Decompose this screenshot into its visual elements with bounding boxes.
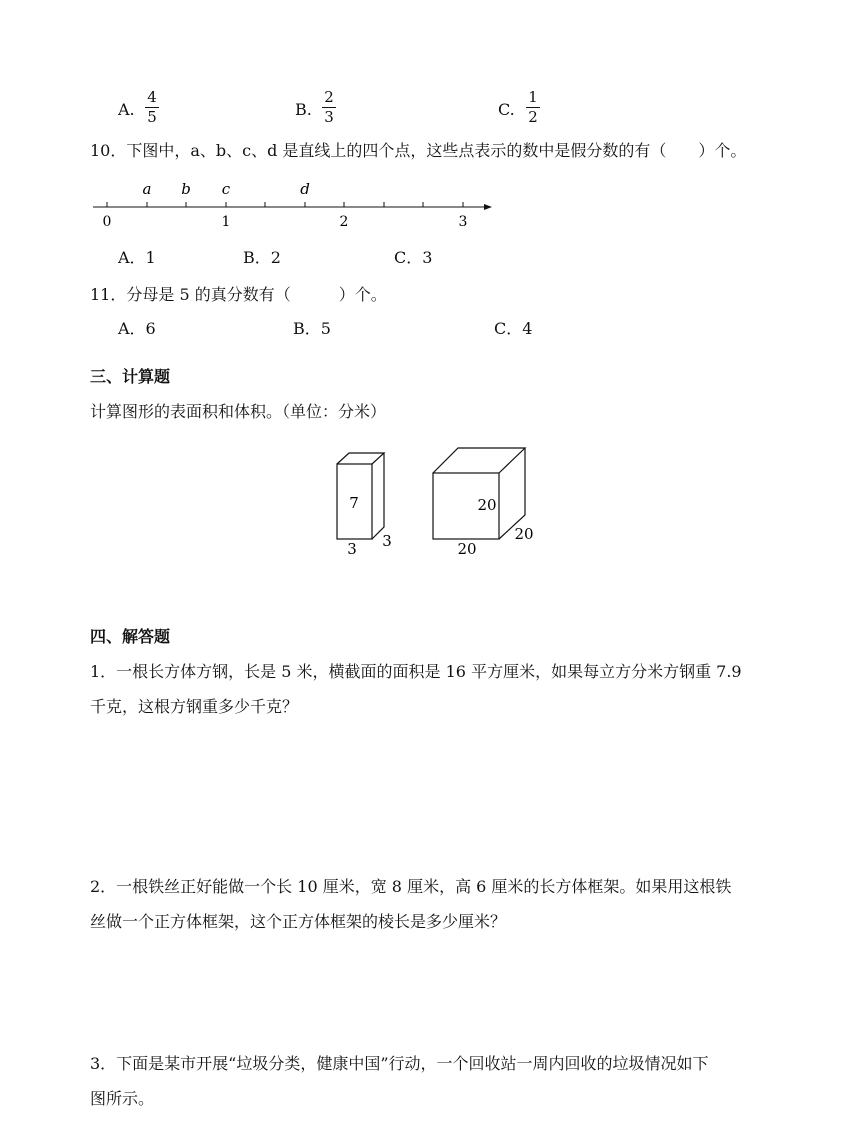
fraction-denominator: 3 bbox=[324, 108, 334, 126]
arrow-head-icon bbox=[484, 204, 492, 210]
section3-instruction: 计算图形的表面积和体积。（单位：分米） bbox=[90, 402, 387, 421]
q11-option-c: C．4 bbox=[494, 319, 533, 338]
fraction-numerator: 1 bbox=[528, 88, 538, 106]
number-line-axis bbox=[93, 204, 492, 210]
problem3-line2: 图所示。 bbox=[90, 1089, 155, 1108]
problem2-line1: 2．一根铁丝正好能做一个长 10 厘米，宽 8 厘米，高 6 厘米的长方体框架。如果用这根铁 bbox=[90, 877, 732, 896]
cuboid-shape bbox=[337, 453, 384, 539]
problem1-line1: 1．一根长方体方钢，长是 5 米，横截面的面积是 16 平方厘米，如果每立方分米方钢重 7.9 bbox=[90, 662, 742, 681]
q10-option-c: C．3 bbox=[394, 248, 433, 267]
cube-front-label: 20 bbox=[477, 496, 497, 514]
section3-heading: 三、计算题 bbox=[90, 367, 171, 386]
tick-label-0: 0 bbox=[102, 214, 112, 230]
tick-label-2: 2 bbox=[339, 214, 349, 230]
fraction-numerator: 2 bbox=[324, 88, 334, 106]
q11-text: 11．分母是 5 的真分数有（ ）个。 bbox=[90, 285, 387, 304]
q11-option-b: B．5 bbox=[293, 319, 331, 338]
fraction-denominator: 5 bbox=[147, 108, 157, 126]
point-label-c: c bbox=[221, 180, 231, 198]
solids-figure bbox=[325, 440, 545, 565]
point-label-d: d bbox=[300, 180, 310, 198]
cube-width-label: 20 bbox=[457, 540, 477, 558]
number-line-figure bbox=[88, 175, 508, 230]
q10-option-b: B．2 bbox=[243, 248, 281, 267]
q9-option-c-label: C. bbox=[498, 100, 515, 119]
cube-shape bbox=[433, 448, 525, 539]
cuboid-height-label: 7 bbox=[349, 494, 359, 512]
tick-label-1: 1 bbox=[221, 214, 231, 230]
q9-option-b-fraction bbox=[322, 89, 336, 126]
q11-option-a: A．6 bbox=[118, 319, 156, 338]
q10-option-a: A．1 bbox=[118, 248, 156, 267]
problem2-line2: 丝做一个正方体框架，这个正方体框架的棱长是多少厘米？ bbox=[90, 912, 507, 931]
q9-option-a-fraction bbox=[145, 89, 159, 126]
problem1-line2: 千克，这根方钢重多少千克？ bbox=[90, 697, 299, 716]
cuboid-width-label: 3 bbox=[347, 540, 357, 558]
cuboid-depth-label: 3 bbox=[382, 532, 392, 550]
point-label-b: b bbox=[181, 180, 191, 198]
section4-heading: 四、解答题 bbox=[90, 627, 171, 646]
tick-label-3: 3 bbox=[458, 214, 468, 230]
fraction-denominator: 2 bbox=[528, 108, 538, 126]
number-line-ticks bbox=[107, 202, 463, 207]
point-label-a: a bbox=[142, 180, 152, 198]
q9-option-b-label: B. bbox=[295, 100, 312, 119]
q9-option-c-fraction bbox=[526, 89, 540, 126]
cube-depth-label: 20 bbox=[514, 525, 534, 543]
problem3-line1: 3．下面是某市开展“垃圾分类，健康中国”行动，一个回收站一周内回收的垃圾情况如下 bbox=[90, 1054, 709, 1073]
q9-option-a-label: A. bbox=[118, 100, 135, 119]
q10-text: 10．下图中，a、b、c、d 是直线上的四个点，这些点表示的数中是假分数的有（ ）个。 bbox=[90, 141, 747, 160]
fraction-numerator: 4 bbox=[147, 88, 157, 106]
